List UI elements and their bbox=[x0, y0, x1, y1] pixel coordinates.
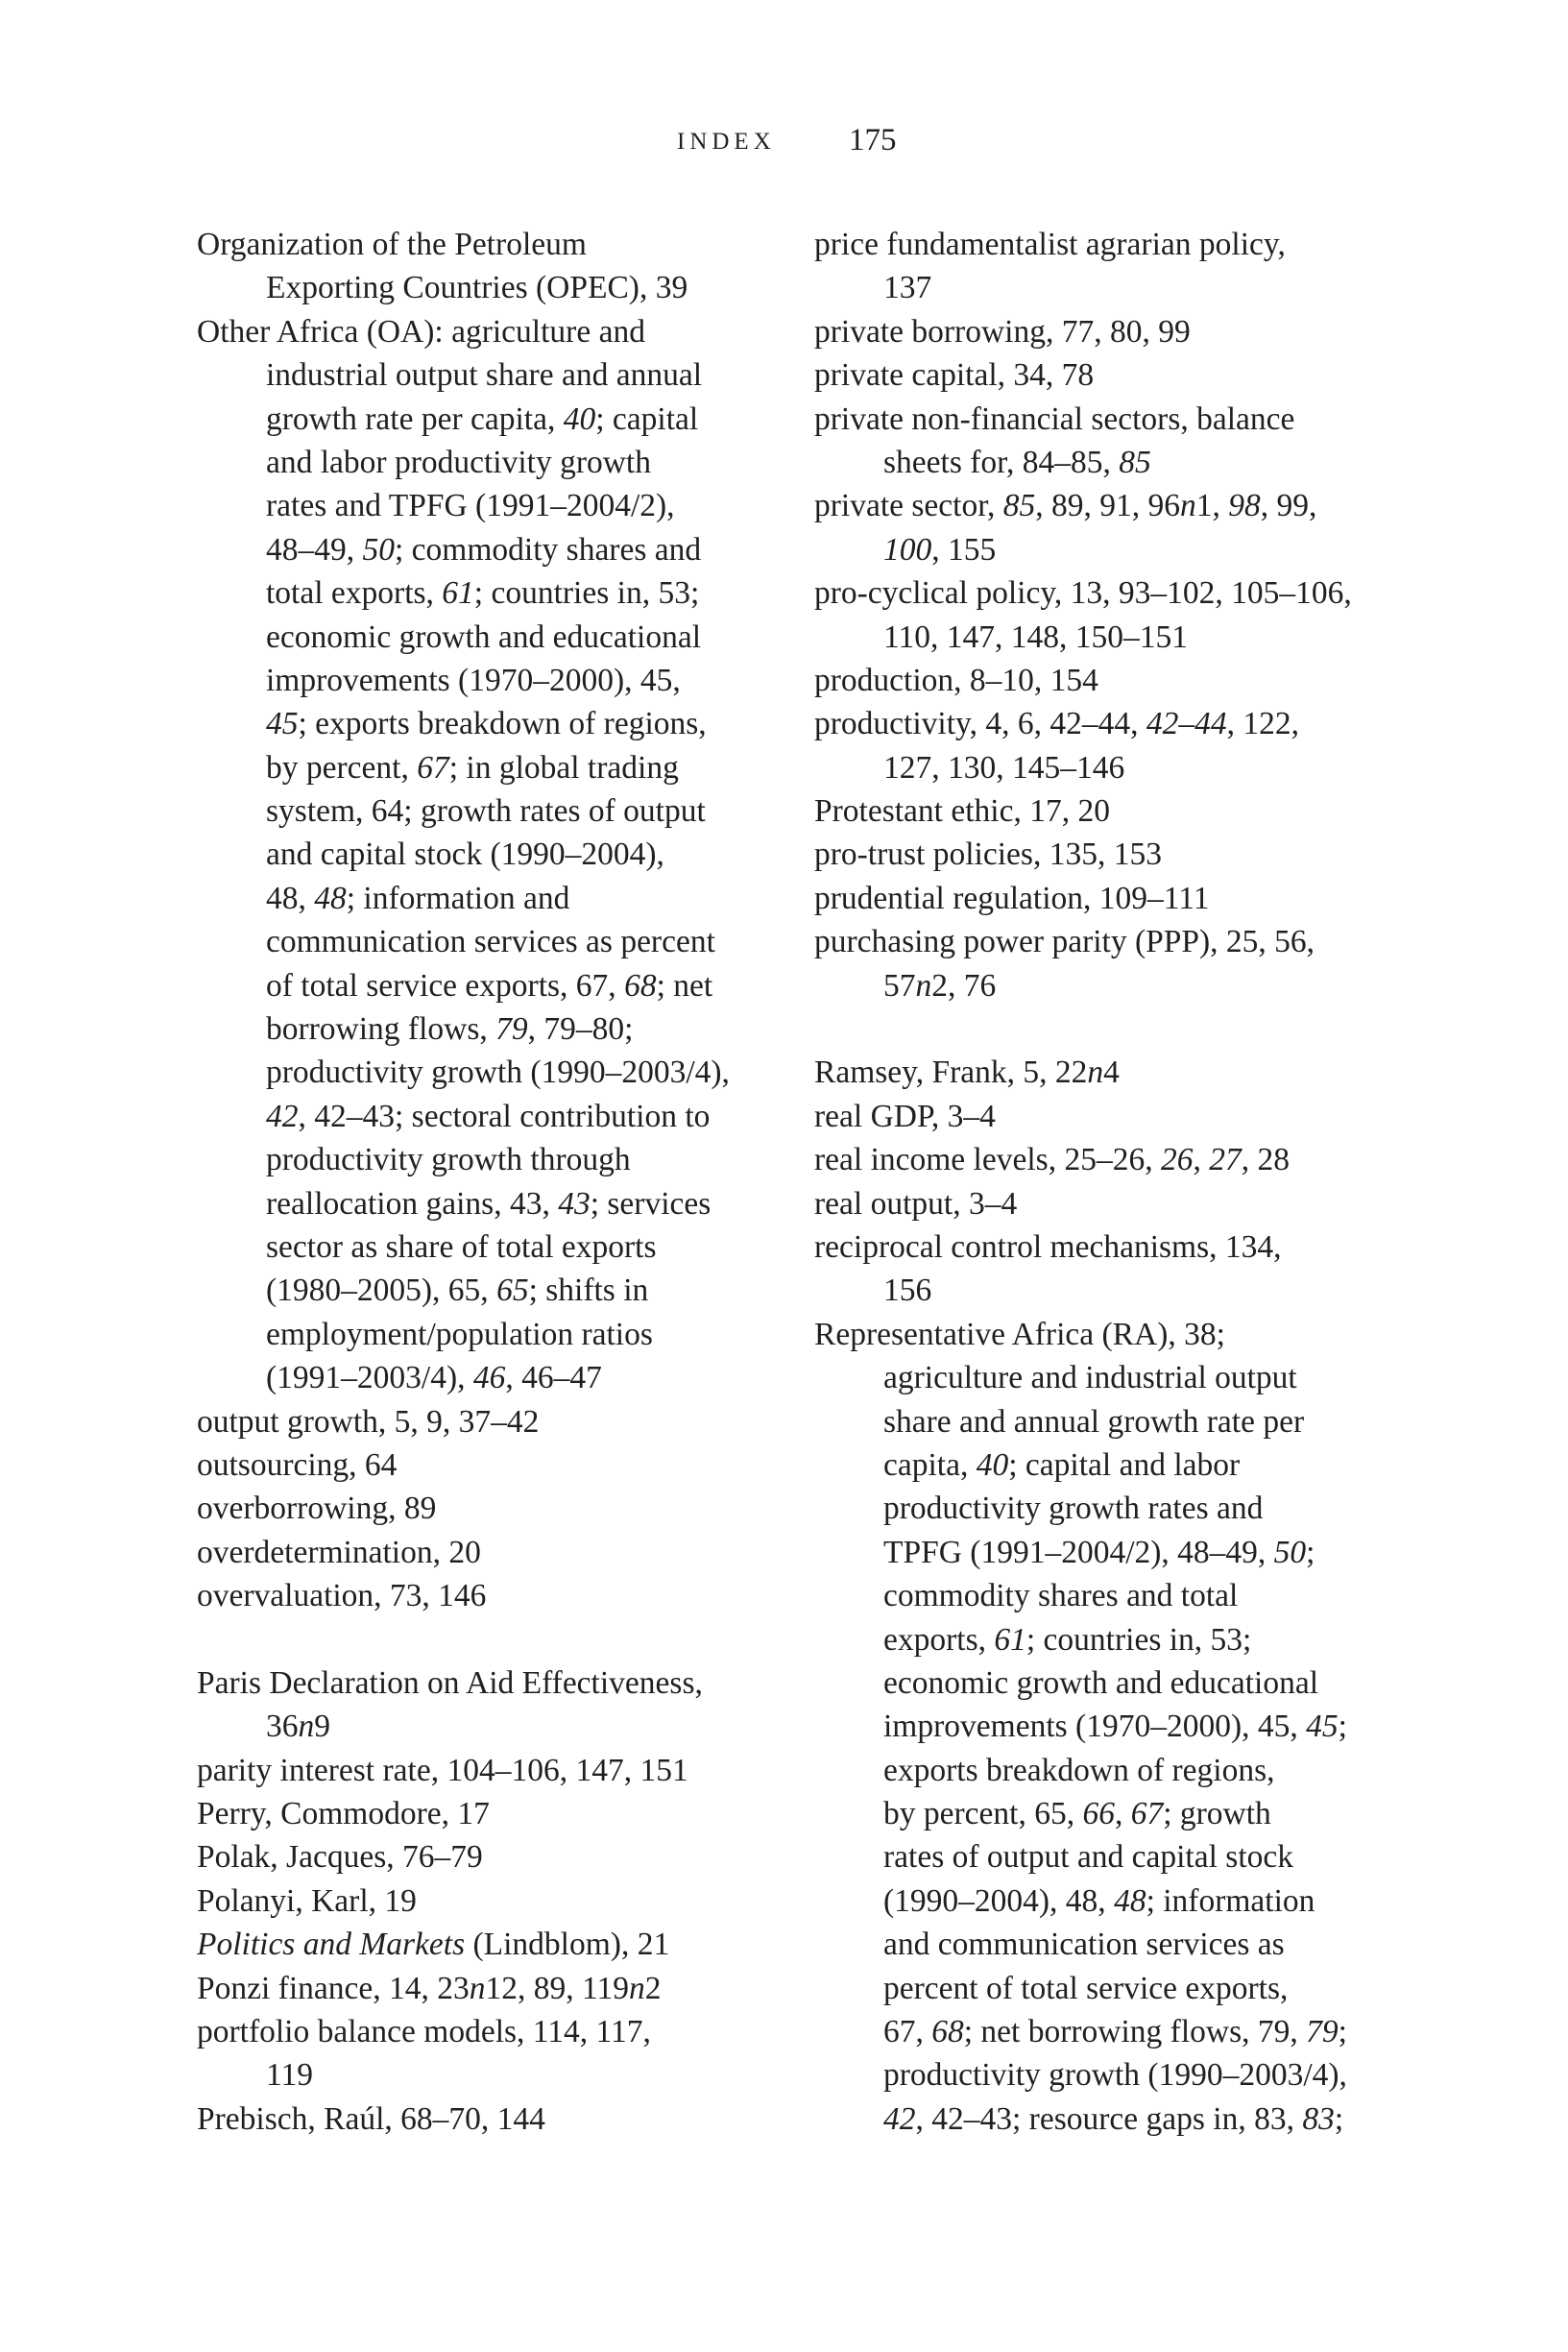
italic-locator: 42–44 bbox=[1146, 706, 1227, 742]
entry-text: 48, bbox=[266, 880, 315, 916]
entry-text: ; services bbox=[590, 1185, 712, 1222]
entry-text: pro-cyclical policy, 13, 93–102, 105–106, bbox=[814, 575, 1352, 612]
index-entry bbox=[814, 920, 1390, 963]
italic-locator: n bbox=[629, 1970, 645, 2006]
entry-text: , 99, bbox=[1260, 488, 1317, 524]
index-entry bbox=[814, 398, 1390, 441]
index-entry bbox=[814, 1095, 1390, 1138]
index-entry-continuation bbox=[814, 1661, 1390, 1705]
index-entry bbox=[814, 1225, 1390, 1269]
index-entry bbox=[814, 1138, 1390, 1181]
italic-locator: 66 bbox=[1082, 1796, 1115, 1832]
italic-locator: 68 bbox=[624, 967, 657, 1004]
italic-locator: 83 bbox=[1302, 2100, 1335, 2137]
italic-locator: 26 bbox=[1160, 1142, 1194, 1178]
entry-text: exports, bbox=[883, 1621, 995, 1658]
entry-text: ; capital and labor bbox=[1008, 1446, 1241, 1483]
italic-locator: n bbox=[1180, 488, 1196, 524]
entry-text: overborrowing, 89 bbox=[197, 1491, 437, 1527]
index-entry-continuation bbox=[814, 1574, 1390, 1617]
entry-text: (Lindblom), 21 bbox=[465, 1927, 670, 1963]
index-entry bbox=[197, 1749, 773, 1792]
entry-text: purchasing power parity (PPP), 25, 56, bbox=[814, 924, 1315, 960]
italic-locator: 46 bbox=[472, 1360, 506, 1396]
italic-locator: 67 bbox=[417, 749, 449, 786]
italic-locator: 43 bbox=[558, 1185, 591, 1222]
entry-text: , bbox=[1114, 1796, 1131, 1832]
page-number: 175 bbox=[849, 123, 897, 158]
entry-text: 67, bbox=[883, 2014, 932, 2050]
entry-text: economic growth and educational bbox=[883, 1664, 1319, 1701]
entry-text: ; in global trading bbox=[448, 749, 679, 786]
italic-locator: 65 bbox=[496, 1273, 529, 1309]
entry-text: and labor productivity growth bbox=[266, 444, 651, 480]
index-entry-continuation bbox=[197, 616, 773, 659]
entry-text: 36 bbox=[266, 1709, 299, 1745]
italic-locator: Politics and Markets bbox=[197, 1927, 466, 1963]
index-entry bbox=[197, 2097, 773, 2141]
entry-text: Polanyi, Karl, 19 bbox=[197, 1882, 417, 1919]
entry-text: of total service exports, 67, bbox=[266, 967, 625, 1004]
index-entry-continuation bbox=[197, 964, 773, 1007]
entry-text: 12, 89, 119 bbox=[485, 1970, 630, 2006]
entry-text: private sector, bbox=[814, 488, 1003, 524]
entry-text: , 28 bbox=[1241, 1142, 1290, 1178]
index-entry bbox=[197, 1879, 773, 1923]
entry-text: productivity, 4, 6, 42–44, bbox=[814, 706, 1146, 742]
index-entry-continuation bbox=[814, 1749, 1390, 1792]
entry-text: ; net borrowing flows, 79, bbox=[963, 2014, 1307, 2050]
section-gap bbox=[197, 1618, 773, 1661]
entry-text: TPFG (1991–2004/2), 48–49, bbox=[883, 1534, 1274, 1570]
index-entry-continuation bbox=[814, 1705, 1390, 1748]
entry-text: Ramsey, Frank, 5, 22 bbox=[814, 1055, 1088, 1091]
entry-text: rates of output and capital stock bbox=[883, 1839, 1293, 1876]
entry-text: ; information bbox=[1146, 1882, 1315, 1919]
index-entry-continuation bbox=[197, 659, 773, 702]
entry-text: private capital, 34, 78 bbox=[814, 357, 1095, 394]
italic-locator: 40 bbox=[563, 400, 596, 437]
entry-text: , 42–43; sectoral contribution to bbox=[298, 1098, 711, 1134]
entry-text: outsourcing, 64 bbox=[197, 1446, 398, 1483]
index-entry bbox=[814, 1182, 1390, 1225]
entry-text: capita, bbox=[883, 1446, 977, 1483]
italic-locator: 48 bbox=[1114, 1882, 1146, 1919]
entry-text: Polak, Jacques, 76–79 bbox=[197, 1839, 483, 1876]
italic-locator: 100 bbox=[883, 531, 932, 568]
index-entry-continuation bbox=[197, 1705, 773, 1748]
entry-text: 110, 147, 148, 150–151 bbox=[883, 618, 1189, 655]
entry-text: agriculture and industrial output bbox=[883, 1360, 1297, 1396]
index-entry-continuation bbox=[197, 789, 773, 833]
index-entry-continuation bbox=[814, 1400, 1390, 1443]
entry-text: private borrowing, 77, 80, 99 bbox=[814, 313, 1191, 350]
index-entry-continuation bbox=[814, 746, 1390, 789]
entry-text: portfolio balance models, 114, 117, bbox=[197, 2014, 651, 2050]
italic-locator: 67 bbox=[1130, 1796, 1164, 1832]
index-entry-continuation bbox=[197, 1095, 773, 1138]
italic-locator: n bbox=[469, 1970, 486, 2006]
index-entry-continuation bbox=[814, 616, 1390, 659]
entry-text: Representative Africa (RA), 38; bbox=[814, 1316, 1225, 1352]
index-entry bbox=[197, 1835, 773, 1879]
entry-text: 1, bbox=[1195, 488, 1229, 524]
entry-text: pro-trust policies, 135, 153 bbox=[814, 837, 1162, 873]
entry-text: , 46–47 bbox=[505, 1360, 602, 1396]
index-entry-continuation bbox=[197, 920, 773, 963]
italic-locator: 85 bbox=[1119, 444, 1151, 480]
entry-text: real output, 3–4 bbox=[814, 1185, 1018, 1222]
entry-text: 9 bbox=[314, 1709, 330, 1745]
index-entry bbox=[197, 1400, 773, 1443]
italic-locator: n bbox=[915, 967, 932, 1004]
entry-text: ; information and bbox=[346, 880, 570, 916]
index-entry bbox=[814, 833, 1390, 876]
entry-text: reallocation gains, 43, bbox=[266, 1185, 559, 1222]
entry-text: Other Africa (OA): agriculture and bbox=[197, 313, 645, 350]
index-entry bbox=[197, 1792, 773, 1835]
italic-locator: 61 bbox=[442, 575, 474, 612]
entry-text: percent of total service exports, bbox=[883, 1970, 1289, 2006]
entry-text: (1980–2005), 65, bbox=[266, 1273, 497, 1309]
section-gap bbox=[814, 1007, 1390, 1051]
entry-text: ; exports breakdown of regions, bbox=[298, 706, 707, 742]
index-entry-continuation bbox=[197, 1356, 773, 1399]
entry-text: Exporting Countries (OPEC), 39 bbox=[266, 270, 688, 306]
entry-text: prudential regulation, 109–111 bbox=[814, 880, 1210, 916]
entry-text: and capital stock (1990–2004), bbox=[266, 837, 664, 873]
index-entry-continuation bbox=[197, 1007, 773, 1051]
index-column-left bbox=[197, 223, 773, 2141]
index-entry-continuation bbox=[814, 1923, 1390, 1966]
entry-text: Prebisch, Raúl, 68–70, 144 bbox=[197, 2100, 545, 2137]
entry-text: (1990–2004), 48, bbox=[883, 1882, 1115, 1919]
entry-text: 4 bbox=[1103, 1055, 1120, 1091]
index-entry-continuation bbox=[814, 441, 1390, 484]
entry-text: , 79–80; bbox=[527, 1011, 634, 1048]
entry-text: 156 bbox=[883, 1273, 932, 1309]
index-entry-continuation bbox=[814, 2010, 1390, 2053]
entry-text: industrial output share and annual bbox=[266, 357, 703, 394]
entry-text: real GDP, 3–4 bbox=[814, 1098, 996, 1134]
entry-text: private non-financial sectors, balance bbox=[814, 400, 1295, 437]
entry-text: ; bbox=[1306, 1534, 1315, 1570]
index-entry-continuation bbox=[814, 1879, 1390, 1923]
entry-text: total exports, bbox=[266, 575, 443, 612]
index-entry bbox=[814, 1051, 1390, 1094]
entry-text: ; bbox=[1334, 2100, 1344, 2137]
italic-locator: 85 bbox=[1002, 488, 1036, 524]
entry-text: improvements (1970–2000), 45, bbox=[883, 1709, 1307, 1745]
italic-locator: 42 bbox=[883, 2100, 916, 2137]
entry-text: real income levels, 25–26, bbox=[814, 1142, 1161, 1178]
index-entry-continuation bbox=[814, 1531, 1390, 1574]
index-entry bbox=[197, 2010, 773, 2053]
entry-text: Protestant ethic, 17, 20 bbox=[814, 793, 1110, 830]
index-entry-continuation bbox=[814, 2053, 1390, 2097]
index-entry-continuation bbox=[814, 2097, 1390, 2141]
entry-text: , bbox=[1193, 1142, 1210, 1178]
entry-text: by percent, bbox=[266, 749, 418, 786]
entry-text: productivity growth rates and bbox=[883, 1491, 1264, 1527]
entry-text: price fundamentalist agrarian policy, bbox=[814, 227, 1286, 262]
index-entry-continuation bbox=[197, 2053, 773, 2097]
entry-text: ; shifts in bbox=[528, 1273, 649, 1309]
index-entry bbox=[197, 1923, 773, 1966]
index-entry-continuation bbox=[197, 353, 773, 397]
index-entry-continuation bbox=[197, 1313, 773, 1356]
entry-text: ; bbox=[1338, 1709, 1347, 1745]
index-entry bbox=[197, 310, 773, 353]
italic-locator: 45 bbox=[266, 706, 299, 742]
entry-text: commodity shares and total bbox=[883, 1578, 1239, 1614]
index-entry-continuation bbox=[197, 441, 773, 484]
entry-text: 127, 130, 145–146 bbox=[883, 749, 1125, 786]
index-entry-continuation bbox=[197, 1182, 773, 1225]
entry-text: production, 8–10, 154 bbox=[814, 662, 1098, 698]
italic-locator: 48 bbox=[314, 880, 347, 916]
entry-text: , 155 bbox=[931, 531, 997, 568]
index-entry-continuation bbox=[197, 398, 773, 441]
entry-text: ; commodity shares and bbox=[395, 531, 702, 568]
italic-locator: 45 bbox=[1306, 1709, 1339, 1745]
index-entry bbox=[814, 310, 1390, 353]
entry-text: overdetermination, 20 bbox=[197, 1534, 481, 1570]
index-entry-continuation bbox=[814, 528, 1390, 571]
index-entry-continuation bbox=[814, 1835, 1390, 1879]
index-entry-continuation bbox=[197, 1138, 773, 1181]
italic-locator: 27 bbox=[1209, 1142, 1242, 1178]
entry-text: , 89, 91, 96 bbox=[1035, 488, 1181, 524]
index-entry bbox=[814, 484, 1390, 527]
index-entry-continuation bbox=[197, 1051, 773, 1094]
index-entry bbox=[197, 1661, 773, 1705]
index-entry-continuation bbox=[814, 266, 1390, 309]
entry-text: employment/population ratios bbox=[266, 1316, 653, 1352]
entry-text: sheets for, 84–85, bbox=[883, 444, 1120, 480]
index-entry-continuation bbox=[814, 1356, 1390, 1399]
index-entry-continuation bbox=[814, 964, 1390, 1007]
index-entry bbox=[814, 1313, 1390, 1356]
entry-text: improvements (1970–2000), 45, bbox=[266, 662, 681, 698]
index-entry bbox=[197, 1574, 773, 1617]
index-entry-continuation bbox=[197, 702, 773, 745]
entry-text: ; bbox=[1338, 2014, 1347, 2050]
index-entry-continuation bbox=[197, 266, 773, 309]
index-entry bbox=[814, 571, 1390, 615]
italic-locator: n bbox=[1087, 1055, 1104, 1091]
entry-text: 119 bbox=[266, 2057, 314, 2094]
entry-text: ; growth bbox=[1163, 1796, 1271, 1832]
entry-text: Perry, Commodore, 17 bbox=[197, 1796, 490, 1832]
entry-text: borrowing flows, bbox=[266, 1011, 496, 1048]
entry-text: productivity growth (1990–2003/4), bbox=[883, 2057, 1347, 2094]
entry-text: Ponzi finance, 14, 23 bbox=[197, 1970, 470, 2006]
index-entry bbox=[814, 353, 1390, 397]
entry-text: 2 bbox=[644, 1970, 662, 2006]
index-column-right bbox=[814, 223, 1390, 2141]
italic-locator: 61 bbox=[994, 1621, 1026, 1658]
entry-text: productivity growth (1990–2003/4), bbox=[266, 1055, 730, 1091]
index-entry bbox=[197, 1531, 773, 1574]
entry-text: reciprocal control mechanisms, 134, bbox=[814, 1228, 1282, 1265]
entry-text: growth rate per capita, bbox=[266, 400, 564, 437]
running-head-title: INDEX bbox=[677, 129, 776, 155]
index-entry bbox=[814, 659, 1390, 702]
entry-text: share and annual growth rate per bbox=[883, 1403, 1305, 1440]
italic-locator: n bbox=[298, 1709, 315, 1745]
index-entry-continuation bbox=[814, 1269, 1390, 1312]
italic-locator: 42 bbox=[266, 1098, 299, 1134]
entry-text: ; countries in, 53; bbox=[1025, 1621, 1252, 1658]
entry-text: overvaluation, 73, 146 bbox=[197, 1578, 487, 1614]
index-entry bbox=[814, 702, 1390, 745]
index-entry-continuation bbox=[197, 484, 773, 527]
entry-text: , 122, bbox=[1226, 706, 1299, 742]
index-entry bbox=[197, 1967, 773, 2010]
entry-text: rates and TPFG (1991–2004/2), bbox=[266, 488, 675, 524]
index-entry bbox=[197, 223, 773, 266]
entry-text: 137 bbox=[883, 270, 932, 306]
entry-text: Organization of the Petroleum bbox=[197, 227, 587, 262]
index-entry bbox=[197, 1487, 773, 1530]
entry-text: Paris Declaration on Aid Effectiveness, bbox=[197, 1664, 703, 1701]
entry-text: 48–49, bbox=[266, 531, 363, 568]
index-entry-continuation bbox=[197, 1269, 773, 1312]
index-entry-continuation bbox=[814, 1967, 1390, 2010]
index-entry-continuation bbox=[197, 1225, 773, 1269]
italic-locator: 40 bbox=[976, 1446, 1009, 1483]
index-entry-continuation bbox=[814, 1443, 1390, 1487]
index-entry-continuation bbox=[814, 1618, 1390, 1661]
entry-text: parity interest rate, 104–106, 147, 151 bbox=[197, 1752, 688, 1788]
running-head bbox=[0, 123, 1568, 161]
index-entry bbox=[814, 789, 1390, 833]
entry-text: sector as share of total exports bbox=[266, 1228, 657, 1265]
italic-locator: 68 bbox=[931, 2014, 964, 2050]
entry-text: ; net bbox=[656, 967, 713, 1004]
index-entry-continuation bbox=[197, 571, 773, 615]
entry-text: productivity growth through bbox=[266, 1142, 631, 1178]
entry-text: and communication services as bbox=[883, 1927, 1285, 1963]
entry-text: (1991–2003/4), bbox=[266, 1360, 473, 1396]
entry-text: ; countries in, 53; bbox=[473, 575, 700, 612]
index-entry-continuation bbox=[197, 833, 773, 876]
index-entry bbox=[814, 223, 1390, 266]
entry-text: , 42–43; resource gaps in, 83, bbox=[915, 2100, 1303, 2137]
entry-text: 57 bbox=[883, 967, 916, 1004]
entry-text: economic growth and educational bbox=[266, 618, 702, 655]
italic-locator: 79 bbox=[495, 1011, 528, 1048]
entry-text: communication services as percent bbox=[266, 924, 715, 960]
index-entry-continuation bbox=[814, 1792, 1390, 1835]
index-entry bbox=[197, 1443, 773, 1487]
index-entry bbox=[814, 877, 1390, 920]
entry-text: ; capital bbox=[595, 400, 699, 437]
entry-text: 2, 76 bbox=[931, 967, 997, 1004]
italic-locator: 50 bbox=[1273, 1534, 1307, 1570]
index-entry-continuation bbox=[814, 1487, 1390, 1530]
index-entry-continuation bbox=[197, 528, 773, 571]
italic-locator: 50 bbox=[362, 531, 395, 568]
italic-locator: 79 bbox=[1306, 2014, 1339, 2050]
entry-text: exports breakdown of regions, bbox=[883, 1752, 1275, 1788]
index-entry-continuation bbox=[197, 877, 773, 920]
entry-text: system, 64; growth rates of output bbox=[266, 793, 706, 830]
index-entry-continuation bbox=[197, 746, 773, 789]
entry-text: output growth, 5, 9, 37–42 bbox=[197, 1403, 540, 1440]
entry-text: by percent, 65, bbox=[883, 1796, 1083, 1832]
italic-locator: 98 bbox=[1228, 488, 1261, 524]
